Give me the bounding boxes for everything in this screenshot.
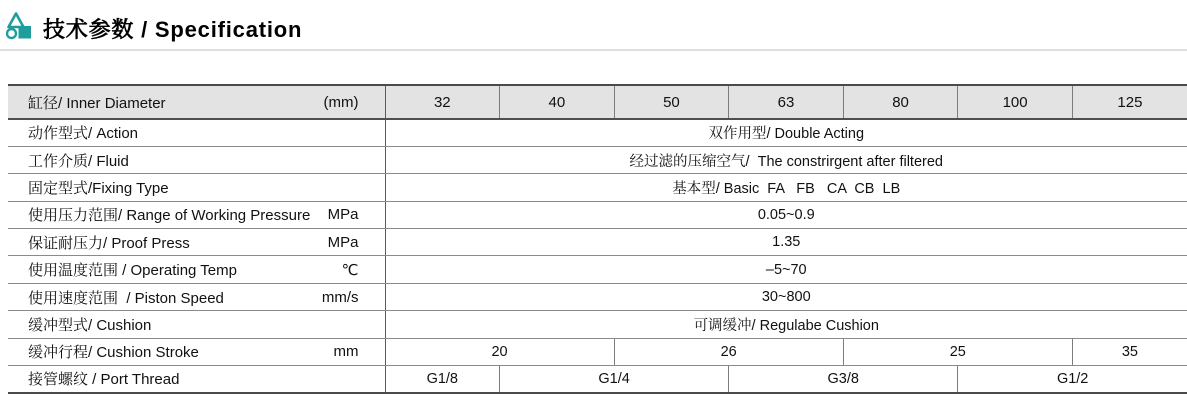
spec-row-3: [8, 201, 1187, 228]
spec-row-0: [8, 119, 1187, 146]
spec-row-4: [8, 229, 1187, 256]
row-label: 接管螺纹 / Port Thread: [28, 371, 180, 389]
diameter-column-header: 50: [614, 85, 729, 119]
spec-value-cell: 20: [385, 338, 614, 365]
spec-value-cell: 25: [843, 338, 1072, 365]
spec-value-cell: G1/2: [958, 366, 1187, 393]
row-label-wrap: [8, 368, 385, 389]
inner-diameter-unit: (mm): [323, 93, 359, 111]
spec-value-cell: G3/8: [729, 366, 958, 393]
row-unit: MPa: [327, 233, 359, 251]
row-label-wrap: [8, 287, 385, 308]
row-label-wrap: [8, 232, 385, 253]
spec-value-cell: 基本型/ Basic FA FB CA CB LB: [385, 174, 1187, 201]
spec-row-6: [8, 283, 1187, 310]
row-label-cell: [8, 229, 385, 256]
diameter-column-header: 80: [843, 85, 958, 119]
row-label: 使用温度范围 / Operating Temp: [28, 262, 237, 280]
diameter-column-header: 125: [1072, 85, 1187, 119]
row-label-wrap: [8, 177, 385, 198]
row-label-cell: [8, 146, 385, 173]
spec-value-cell: G1/8: [385, 366, 500, 393]
row-label-wrap: [8, 259, 385, 280]
row-label-cell: [8, 174, 385, 201]
header-divider: [0, 49, 1187, 51]
specification-table: [8, 84, 1187, 394]
row-unit: mm: [333, 343, 359, 361]
row-label-cell: [8, 366, 385, 393]
page-title: 技术参数 / Specification: [43, 17, 303, 42]
table-header-row: [8, 85, 1187, 119]
diameter-column-header: 40: [500, 85, 615, 119]
shapes-icon: [6, 12, 34, 45]
row-label-wrap: [8, 204, 385, 225]
diameter-column-header: 32: [385, 85, 500, 119]
spec-value-cell: 可调缓冲/ Regulabe Cushion: [385, 311, 1187, 338]
row-label: 使用速度范围 / Piston Speed: [28, 289, 224, 307]
spec-value-cell: 经过滤的压缩空气/ The constrirgent after filtered: [385, 146, 1187, 173]
spec-row-8: [8, 338, 1187, 365]
row-unit: mm/s: [321, 288, 359, 306]
diameter-column-header: 100: [958, 85, 1073, 119]
spec-table-body: [8, 119, 1187, 393]
row-label-cell: [8, 283, 385, 310]
diameter-column-header: 63: [729, 85, 844, 119]
row-label: 固定型式/Fixing Type: [28, 179, 169, 197]
spec-value-cell: 0.05~0.9: [385, 201, 1187, 228]
spec-row-1: [8, 146, 1187, 173]
spec-row-2: [8, 174, 1187, 201]
row-label-wrap: [8, 122, 385, 143]
spec-row-5: [8, 256, 1187, 283]
spec-row-7: [8, 311, 1187, 338]
row-label-wrap: [8, 314, 385, 335]
row-label-wrap: [8, 150, 385, 171]
spec-value-cell: 30~800: [385, 283, 1187, 310]
row-unit: ℃: [341, 261, 359, 279]
row-label-cell: [8, 338, 385, 365]
row-label: 缓冲型式/ Cushion: [28, 316, 152, 334]
inner-diameter-label: 缸径/ Inner Diameter: [28, 94, 166, 112]
spec-value-cell: 26: [614, 338, 843, 365]
spec-value-cell: G1/4: [500, 366, 729, 393]
row-label-cell: [8, 119, 385, 146]
row-label: 使用压力范围/ Range of Working Pressure: [28, 207, 311, 225]
spec-value-cell: 1.35: [385, 229, 1187, 256]
row-label: 保证耐压力/ Proof Press: [28, 234, 190, 252]
row-label: 工作介质/ Fluid: [28, 152, 129, 170]
spec-value-cell: –5~70: [385, 256, 1187, 283]
row-unit: MPa: [327, 206, 359, 224]
row-label-cell: [8, 311, 385, 338]
section-header: [6, 12, 302, 45]
spec-value-cell: 35: [1072, 338, 1187, 365]
row-label-wrap: [8, 341, 385, 362]
row-label: 动作型式/ Action: [28, 125, 139, 143]
spec-value-cell: 双作用型/ Double Acting: [385, 119, 1187, 146]
row-label: 缓冲行程/ Cushion Stroke: [28, 344, 199, 362]
row-label-cell: [8, 201, 385, 228]
inner-diameter-header-cell: [8, 85, 385, 119]
spec-row-9: [8, 366, 1187, 393]
row-label-cell: [8, 256, 385, 283]
